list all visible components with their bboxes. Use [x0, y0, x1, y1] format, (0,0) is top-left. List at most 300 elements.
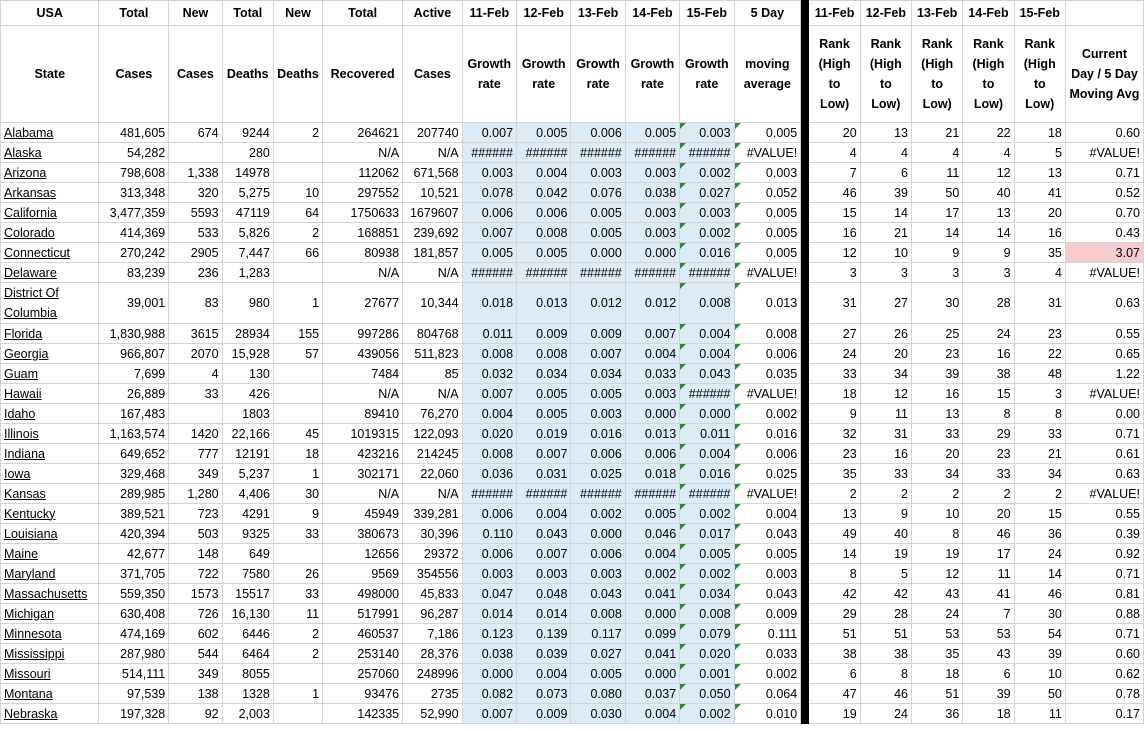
- data-cell[interactable]: 33: [169, 384, 222, 404]
- ratio-cell[interactable]: 0.70: [1065, 203, 1143, 223]
- data-cell[interactable]: 270,242: [99, 243, 169, 263]
- rank-cell[interactable]: 47: [809, 684, 860, 704]
- growth-rate-cell[interactable]: ######: [571, 484, 625, 504]
- data-cell[interactable]: 329,468: [99, 464, 169, 484]
- rank-cell[interactable]: 15: [963, 384, 1014, 404]
- growth-rate-cell[interactable]: 0.080: [571, 684, 625, 704]
- data-cell[interactable]: 544: [169, 644, 222, 664]
- growth-rate-cell[interactable]: 0.139: [517, 624, 571, 644]
- rank-cell[interactable]: 53: [912, 624, 963, 644]
- data-cell[interactable]: 45: [273, 424, 322, 444]
- header-cell[interactable]: 5 Day: [734, 1, 801, 26]
- growth-rate-cell[interactable]: 0.027: [680, 183, 734, 203]
- growth-rate-cell[interactable]: ######: [462, 484, 516, 504]
- growth-rate-cell[interactable]: 0.005: [571, 384, 625, 404]
- growth-rate-cell[interactable]: 0.025: [571, 464, 625, 484]
- state-link[interactable]: Colorado: [1, 223, 99, 243]
- rank-cell[interactable]: 32: [809, 424, 860, 444]
- growth-rate-cell[interactable]: 0.008: [517, 223, 571, 243]
- rank-cell[interactable]: 28: [860, 604, 911, 624]
- rank-cell[interactable]: 13: [809, 504, 860, 524]
- growth-rate-cell[interactable]: 0.008: [462, 344, 516, 364]
- state-link[interactable]: Idaho: [1, 404, 99, 424]
- rank-cell[interactable]: 18: [809, 384, 860, 404]
- ratio-cell[interactable]: 0.65: [1065, 344, 1143, 364]
- growth-rate-cell[interactable]: 0.006: [462, 203, 516, 223]
- state-link[interactable]: Maine: [1, 544, 99, 564]
- data-cell[interactable]: 39,001: [99, 283, 169, 324]
- rank-cell[interactable]: 38: [963, 364, 1014, 384]
- ratio-cell[interactable]: 0.60: [1065, 644, 1143, 664]
- growth-rate-cell[interactable]: 0.002: [680, 504, 734, 524]
- ratio-cell[interactable]: 0.39: [1065, 524, 1143, 544]
- rank-cell[interactable]: 20: [963, 504, 1014, 524]
- rank-cell[interactable]: 23: [809, 444, 860, 464]
- moving-average-cell[interactable]: 0.043: [734, 524, 801, 544]
- state-link[interactable]: Indiana: [1, 444, 99, 464]
- header-cell[interactable]: Active: [403, 1, 463, 26]
- rank-cell[interactable]: 46: [963, 524, 1014, 544]
- rank-cell[interactable]: 29: [809, 604, 860, 624]
- data-cell[interactable]: 148: [169, 544, 222, 564]
- data-cell[interactable]: 26: [273, 564, 322, 584]
- data-cell[interactable]: 7,186: [403, 624, 463, 644]
- header-cell[interactable]: Growth rate: [517, 26, 571, 123]
- header-cell[interactable]: moving average: [734, 26, 801, 123]
- state-link[interactable]: Kentucky: [1, 504, 99, 524]
- data-cell[interactable]: N/A: [403, 484, 463, 504]
- rank-cell[interactable]: 12: [963, 163, 1014, 183]
- data-cell[interactable]: 371,705: [99, 564, 169, 584]
- header-cell[interactable]: Rank (High to Low): [860, 26, 911, 123]
- growth-rate-cell[interactable]: 0.005: [680, 544, 734, 564]
- moving-average-cell[interactable]: #VALUE!: [734, 384, 801, 404]
- growth-rate-cell[interactable]: 0.005: [517, 243, 571, 263]
- growth-rate-cell[interactable]: 0.007: [625, 324, 679, 344]
- growth-rate-cell[interactable]: 0.005: [517, 404, 571, 424]
- rank-cell[interactable]: 46: [860, 684, 911, 704]
- rank-cell[interactable]: 12: [809, 243, 860, 263]
- data-cell[interactable]: 349: [169, 664, 222, 684]
- rank-cell[interactable]: 16: [809, 223, 860, 243]
- data-cell[interactable]: 64: [273, 203, 322, 223]
- data-cell[interactable]: 27677: [323, 283, 403, 324]
- data-cell[interactable]: N/A: [403, 143, 463, 163]
- rank-cell[interactable]: 25: [912, 324, 963, 344]
- rank-cell[interactable]: 24: [963, 324, 1014, 344]
- data-cell[interactable]: 57: [273, 344, 322, 364]
- data-cell[interactable]: 7,699: [99, 364, 169, 384]
- data-cell[interactable]: 45,833: [403, 584, 463, 604]
- growth-rate-cell[interactable]: 0.047: [462, 584, 516, 604]
- growth-rate-cell[interactable]: 0.007: [462, 123, 516, 143]
- rank-cell[interactable]: 23: [1014, 324, 1065, 344]
- growth-rate-cell[interactable]: ######: [571, 143, 625, 163]
- data-cell[interactable]: 777: [169, 444, 222, 464]
- data-cell[interactable]: 320: [169, 183, 222, 203]
- data-cell[interactable]: [169, 143, 222, 163]
- data-cell[interactable]: 280: [222, 143, 273, 163]
- rank-cell[interactable]: 22: [963, 123, 1014, 143]
- data-cell[interactable]: 414,369: [99, 223, 169, 243]
- moving-average-cell[interactable]: 0.005: [734, 544, 801, 564]
- data-cell[interactable]: 93476: [323, 684, 403, 704]
- data-cell[interactable]: 14978: [222, 163, 273, 183]
- growth-rate-cell[interactable]: 0.036: [462, 464, 516, 484]
- rank-cell[interactable]: 31: [809, 283, 860, 324]
- ratio-cell[interactable]: #VALUE!: [1065, 143, 1143, 163]
- data-cell[interactable]: 671,568: [403, 163, 463, 183]
- data-cell[interactable]: 533: [169, 223, 222, 243]
- moving-average-cell[interactable]: 0.111: [734, 624, 801, 644]
- data-cell[interactable]: 83,239: [99, 263, 169, 283]
- data-cell[interactable]: 155: [273, 324, 322, 344]
- data-cell[interactable]: 12191: [222, 444, 273, 464]
- rank-cell[interactable]: 2: [1014, 484, 1065, 504]
- rank-cell[interactable]: 24: [912, 604, 963, 624]
- rank-cell[interactable]: 4: [912, 143, 963, 163]
- growth-rate-cell[interactable]: 0.004: [625, 344, 679, 364]
- ratio-cell[interactable]: 0.81: [1065, 584, 1143, 604]
- growth-rate-cell[interactable]: 0.012: [625, 283, 679, 324]
- ratio-cell[interactable]: 0.43: [1065, 223, 1143, 243]
- data-cell[interactable]: 45949: [323, 504, 403, 524]
- growth-rate-cell[interactable]: ######: [462, 143, 516, 163]
- rank-cell[interactable]: 4: [809, 143, 860, 163]
- growth-rate-cell[interactable]: 0.004: [625, 544, 679, 564]
- rank-cell[interactable]: 34: [912, 464, 963, 484]
- growth-rate-cell[interactable]: 0.007: [462, 223, 516, 243]
- growth-rate-cell[interactable]: 0.014: [517, 604, 571, 624]
- header-cell[interactable]: Rank (High to Low): [963, 26, 1014, 123]
- data-cell[interactable]: [273, 704, 322, 724]
- rank-cell[interactable]: 8: [860, 664, 911, 684]
- growth-rate-cell[interactable]: 0.006: [462, 504, 516, 524]
- data-cell[interactable]: 1420: [169, 424, 222, 444]
- state-link[interactable]: Montana: [1, 684, 99, 704]
- growth-rate-cell[interactable]: 0.000: [625, 604, 679, 624]
- ratio-cell[interactable]: #VALUE!: [1065, 484, 1143, 504]
- data-cell[interactable]: [273, 404, 322, 424]
- growth-rate-cell[interactable]: 0.009: [571, 324, 625, 344]
- rank-cell[interactable]: 10: [860, 243, 911, 263]
- ratio-cell[interactable]: 0.55: [1065, 324, 1143, 344]
- data-cell[interactable]: 76,270: [403, 404, 463, 424]
- rank-cell[interactable]: 8: [1014, 404, 1065, 424]
- growth-rate-cell[interactable]: 0.002: [680, 163, 734, 183]
- rank-cell[interactable]: 51: [912, 684, 963, 704]
- state-link[interactable]: Michigan: [1, 604, 99, 624]
- rank-cell[interactable]: 9: [912, 243, 963, 263]
- growth-rate-cell[interactable]: ######: [625, 143, 679, 163]
- rank-cell[interactable]: 3: [860, 263, 911, 283]
- data-cell[interactable]: 503: [169, 524, 222, 544]
- data-cell[interactable]: 2: [273, 223, 322, 243]
- data-cell[interactable]: 389,521: [99, 504, 169, 524]
- rank-cell[interactable]: 2: [963, 484, 1014, 504]
- moving-average-cell[interactable]: 0.005: [734, 123, 801, 143]
- data-cell[interactable]: 997286: [323, 324, 403, 344]
- header-cell[interactable]: Rank (High to Low): [912, 26, 963, 123]
- growth-rate-cell[interactable]: 0.019: [517, 424, 571, 444]
- growth-rate-cell[interactable]: 0.038: [462, 644, 516, 664]
- data-cell[interactable]: 4,406: [222, 484, 273, 504]
- data-cell[interactable]: 1573: [169, 584, 222, 604]
- data-cell[interactable]: 980: [222, 283, 273, 324]
- growth-rate-cell[interactable]: 0.004: [462, 404, 516, 424]
- header-cell[interactable]: 12-Feb: [860, 1, 911, 26]
- growth-rate-cell[interactable]: 0.000: [680, 404, 734, 424]
- rank-cell[interactable]: 18: [912, 664, 963, 684]
- growth-rate-cell[interactable]: ######: [680, 263, 734, 283]
- rank-cell[interactable]: 30: [1014, 604, 1065, 624]
- rank-cell[interactable]: 19: [912, 544, 963, 564]
- data-cell[interactable]: 96,287: [403, 604, 463, 624]
- rank-cell[interactable]: 20: [912, 444, 963, 464]
- rank-cell[interactable]: 40: [860, 524, 911, 544]
- growth-rate-cell[interactable]: 0.005: [625, 123, 679, 143]
- growth-rate-cell[interactable]: 0.046: [625, 524, 679, 544]
- data-cell[interactable]: 138: [169, 684, 222, 704]
- data-cell[interactable]: 181,857: [403, 243, 463, 263]
- data-cell[interactable]: 4291: [222, 504, 273, 524]
- data-cell[interactable]: 8055: [222, 664, 273, 684]
- growth-rate-cell[interactable]: 0.038: [625, 183, 679, 203]
- growth-rate-cell[interactable]: 0.003: [625, 223, 679, 243]
- data-cell[interactable]: 97,539: [99, 684, 169, 704]
- state-link[interactable]: Illinois: [1, 424, 99, 444]
- data-cell[interactable]: 85: [403, 364, 463, 384]
- rank-cell[interactable]: 2: [860, 484, 911, 504]
- growth-rate-cell[interactable]: 0.006: [571, 544, 625, 564]
- ratio-cell[interactable]: 0.71: [1065, 424, 1143, 444]
- data-cell[interactable]: N/A: [323, 143, 403, 163]
- data-cell[interactable]: 1019315: [323, 424, 403, 444]
- rank-cell[interactable]: 36: [1014, 524, 1065, 544]
- growth-rate-cell[interactable]: 0.003: [625, 203, 679, 223]
- moving-average-cell[interactable]: 0.005: [734, 223, 801, 243]
- growth-rate-cell[interactable]: 0.034: [680, 584, 734, 604]
- growth-rate-cell[interactable]: 0.030: [571, 704, 625, 724]
- rank-cell[interactable]: 4: [963, 143, 1014, 163]
- rank-cell[interactable]: 22: [1014, 344, 1065, 364]
- data-cell[interactable]: 11: [273, 604, 322, 624]
- data-cell[interactable]: 42,677: [99, 544, 169, 564]
- data-cell[interactable]: 498000: [323, 584, 403, 604]
- rank-cell[interactable]: 34: [1014, 464, 1065, 484]
- growth-rate-cell[interactable]: 0.079: [680, 624, 734, 644]
- data-cell[interactable]: 722: [169, 564, 222, 584]
- growth-rate-cell[interactable]: 0.004: [625, 704, 679, 724]
- data-cell[interactable]: 197,328: [99, 704, 169, 724]
- rank-cell[interactable]: 28: [963, 283, 1014, 324]
- data-cell[interactable]: 5,275: [222, 183, 273, 203]
- state-link[interactable]: District Of Columbia: [1, 283, 99, 324]
- growth-rate-cell[interactable]: 0.013: [625, 424, 679, 444]
- data-cell[interactable]: 26,889: [99, 384, 169, 404]
- header-cell[interactable]: Rank (High to Low): [809, 26, 860, 123]
- data-cell[interactable]: [273, 263, 322, 283]
- data-cell[interactable]: 52,990: [403, 704, 463, 724]
- moving-average-cell[interactable]: 0.004: [734, 504, 801, 524]
- rank-cell[interactable]: 8: [912, 524, 963, 544]
- growth-rate-cell[interactable]: 0.011: [462, 324, 516, 344]
- header-cell[interactable]: Total: [99, 1, 169, 26]
- state-link[interactable]: Georgia: [1, 344, 99, 364]
- growth-rate-cell[interactable]: ######: [517, 263, 571, 283]
- growth-rate-cell[interactable]: 0.004: [517, 664, 571, 684]
- state-link[interactable]: Arizona: [1, 163, 99, 183]
- growth-rate-cell[interactable]: 0.033: [625, 364, 679, 384]
- growth-rate-cell[interactable]: ######: [680, 143, 734, 163]
- state-link[interactable]: Connecticut: [1, 243, 99, 263]
- data-cell[interactable]: 559,350: [99, 584, 169, 604]
- data-cell[interactable]: 47119: [222, 203, 273, 223]
- ratio-cell[interactable]: 0.71: [1065, 564, 1143, 584]
- growth-rate-cell[interactable]: 0.018: [462, 283, 516, 324]
- growth-rate-cell[interactable]: 0.003: [571, 404, 625, 424]
- data-cell[interactable]: 10,344: [403, 283, 463, 324]
- rank-cell[interactable]: 7: [963, 604, 1014, 624]
- data-cell[interactable]: 28,376: [403, 644, 463, 664]
- growth-rate-cell[interactable]: 0.016: [571, 424, 625, 444]
- ratio-cell[interactable]: 0.71: [1065, 163, 1143, 183]
- growth-rate-cell[interactable]: 0.034: [517, 364, 571, 384]
- data-cell[interactable]: 7,447: [222, 243, 273, 263]
- ratio-cell[interactable]: 1.22: [1065, 364, 1143, 384]
- data-cell[interactable]: N/A: [403, 263, 463, 283]
- state-link[interactable]: Louisiana: [1, 524, 99, 544]
- data-cell[interactable]: 2905: [169, 243, 222, 263]
- rank-cell[interactable]: 20: [860, 344, 911, 364]
- rank-cell[interactable]: 5: [860, 564, 911, 584]
- data-cell[interactable]: 248996: [403, 664, 463, 684]
- rank-cell[interactable]: 11: [963, 564, 1014, 584]
- data-cell[interactable]: 89410: [323, 404, 403, 424]
- growth-rate-cell[interactable]: 0.008: [680, 283, 734, 324]
- growth-rate-cell[interactable]: 0.000: [625, 664, 679, 684]
- data-cell[interactable]: 2735: [403, 684, 463, 704]
- data-cell[interactable]: 289,985: [99, 484, 169, 504]
- data-cell[interactable]: 22,060: [403, 464, 463, 484]
- rank-cell[interactable]: 15: [809, 203, 860, 223]
- data-cell[interactable]: 54,282: [99, 143, 169, 163]
- growth-rate-cell[interactable]: 0.003: [571, 564, 625, 584]
- data-cell[interactable]: 29372: [403, 544, 463, 564]
- header-cell[interactable]: Cases: [169, 26, 222, 123]
- data-cell[interactable]: 112062: [323, 163, 403, 183]
- rank-cell[interactable]: 42: [860, 584, 911, 604]
- data-cell[interactable]: 474,169: [99, 624, 169, 644]
- data-cell[interactable]: 30,396: [403, 524, 463, 544]
- growth-rate-cell[interactable]: 0.076: [571, 183, 625, 203]
- state-link[interactable]: Iowa: [1, 464, 99, 484]
- rank-cell[interactable]: 43: [912, 584, 963, 604]
- rank-cell[interactable]: 46: [809, 183, 860, 203]
- growth-rate-cell[interactable]: 0.006: [517, 203, 571, 223]
- moving-average-cell[interactable]: 0.016: [734, 424, 801, 444]
- header-cell[interactable]: Recovered: [323, 26, 403, 123]
- rank-cell[interactable]: 50: [1014, 684, 1065, 704]
- ratio-cell[interactable]: 0.63: [1065, 283, 1143, 324]
- header-cell[interactable]: 15-Feb: [1014, 1, 1065, 26]
- rank-cell[interactable]: 27: [809, 324, 860, 344]
- rank-cell[interactable]: 18: [963, 704, 1014, 724]
- rank-cell[interactable]: 16: [860, 444, 911, 464]
- growth-rate-cell[interactable]: 0.006: [462, 544, 516, 564]
- data-cell[interactable]: [273, 364, 322, 384]
- rank-cell[interactable]: 11: [912, 163, 963, 183]
- growth-rate-cell[interactable]: 0.006: [571, 444, 625, 464]
- data-cell[interactable]: [273, 544, 322, 564]
- rank-cell[interactable]: 46: [1014, 584, 1065, 604]
- moving-average-cell[interactable]: 0.005: [734, 203, 801, 223]
- rank-cell[interactable]: 33: [963, 464, 1014, 484]
- rank-cell[interactable]: 24: [860, 704, 911, 724]
- growth-rate-cell[interactable]: 0.020: [462, 424, 516, 444]
- data-cell[interactable]: 207740: [403, 123, 463, 143]
- data-cell[interactable]: 5,237: [222, 464, 273, 484]
- growth-rate-cell[interactable]: 0.001: [680, 664, 734, 684]
- data-cell[interactable]: 22,166: [222, 424, 273, 444]
- rank-cell[interactable]: 39: [860, 183, 911, 203]
- header-cell[interactable]: Growth rate: [571, 26, 625, 123]
- header-cell[interactable]: USA: [1, 1, 99, 26]
- rank-cell[interactable]: 4: [860, 143, 911, 163]
- rank-cell[interactable]: 2: [809, 484, 860, 504]
- growth-rate-cell[interactable]: 0.050: [680, 684, 734, 704]
- growth-rate-cell[interactable]: 0.003: [517, 564, 571, 584]
- data-cell[interactable]: 302171: [323, 464, 403, 484]
- growth-rate-cell[interactable]: ######: [625, 263, 679, 283]
- growth-rate-cell[interactable]: 0.007: [517, 444, 571, 464]
- rank-cell[interactable]: 13: [912, 404, 963, 424]
- rank-cell[interactable]: 23: [912, 344, 963, 364]
- data-cell[interactable]: 1,163,574: [99, 424, 169, 444]
- header-cell[interactable]: 14-Feb: [963, 1, 1014, 26]
- state-link[interactable]: Alaska: [1, 143, 99, 163]
- header-cell[interactable]: 11-Feb: [462, 1, 516, 26]
- data-cell[interactable]: 1750633: [323, 203, 403, 223]
- moving-average-cell[interactable]: 0.010: [734, 704, 801, 724]
- moving-average-cell[interactable]: 0.043: [734, 584, 801, 604]
- growth-rate-cell[interactable]: 0.002: [625, 564, 679, 584]
- data-cell[interactable]: 214245: [403, 444, 463, 464]
- growth-rate-cell[interactable]: 0.041: [625, 584, 679, 604]
- rank-cell[interactable]: 23: [963, 444, 1014, 464]
- rank-cell[interactable]: 35: [809, 464, 860, 484]
- growth-rate-cell[interactable]: 0.043: [517, 524, 571, 544]
- header-cell[interactable]: Growth rate: [462, 26, 516, 123]
- rank-cell[interactable]: 10: [912, 504, 963, 524]
- rank-cell[interactable]: 2: [912, 484, 963, 504]
- data-cell[interactable]: 83: [169, 283, 222, 324]
- data-cell[interactable]: 439056: [323, 344, 403, 364]
- rank-cell[interactable]: 24: [1014, 544, 1065, 564]
- data-cell[interactable]: 2,003: [222, 704, 273, 724]
- growth-rate-cell[interactable]: 0.041: [625, 644, 679, 664]
- growth-rate-cell[interactable]: 0.009: [517, 704, 571, 724]
- state-link[interactable]: Guam: [1, 364, 99, 384]
- rank-cell[interactable]: 40: [963, 183, 1014, 203]
- growth-rate-cell[interactable]: 0.034: [571, 364, 625, 384]
- data-cell[interactable]: 2070: [169, 344, 222, 364]
- growth-rate-cell[interactable]: 0.099: [625, 624, 679, 644]
- header-cell[interactable]: Total: [323, 1, 403, 26]
- rank-cell[interactable]: 9: [963, 243, 1014, 263]
- rank-cell[interactable]: 13: [963, 203, 1014, 223]
- growth-rate-cell[interactable]: 0.008: [571, 604, 625, 624]
